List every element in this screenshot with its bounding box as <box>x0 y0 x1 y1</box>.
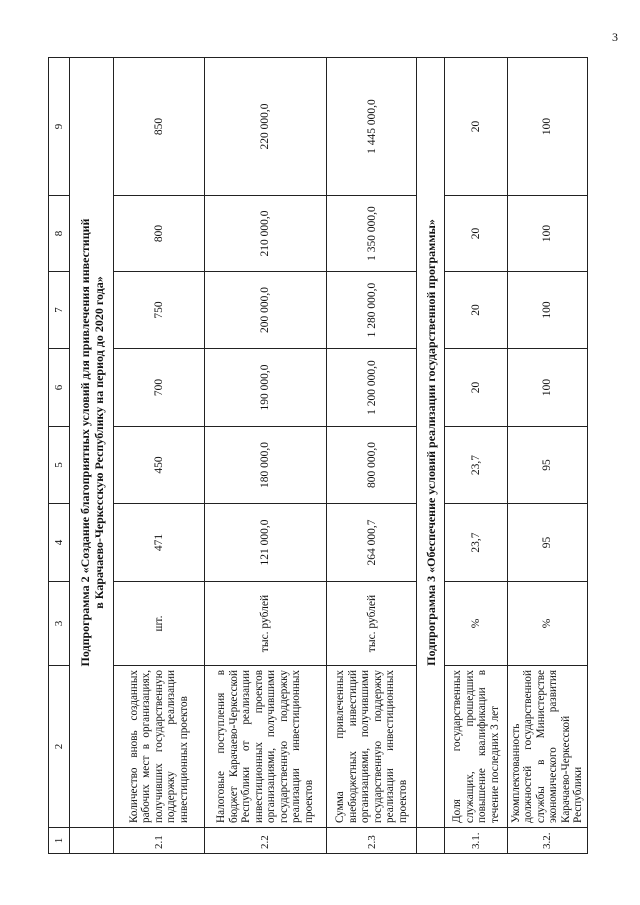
subprogram-3-title-row <box>417 58 445 854</box>
header-col-5: 5 <box>49 427 70 504</box>
empty-cell <box>417 828 445 854</box>
header-row <box>49 58 70 854</box>
indicator-name: Налоговые поступления в бюджет Карачаево-Черкесской Республики от реализации инвестиционных проектов организациями, получившими государственную поддержку реализации инвестиционных проектов <box>204 666 326 828</box>
value-col-8: 1 350 000,0 <box>327 196 417 272</box>
header-col-3: 3 <box>49 582 70 666</box>
page-number: 3 <box>612 30 618 44</box>
subprogram-2-title-row <box>70 58 114 854</box>
value-col-4: 471 <box>114 504 204 582</box>
value-col-4: 23,7 <box>445 504 507 582</box>
unit: шт. <box>114 582 204 666</box>
value-col-8: 210 000,0 <box>204 196 326 272</box>
value-col-9: 850 <box>114 58 204 196</box>
empty-cell <box>70 828 114 854</box>
unit: % <box>507 582 587 666</box>
table-row <box>445 58 507 854</box>
value-col-5: 23,7 <box>445 427 507 504</box>
unit: тыс. рублей <box>204 582 326 666</box>
value-col-9: 1 445 000,0 <box>327 58 417 196</box>
indicator-name: Сумма привлеченных внебюджетных инвестиций организациями, получившими государственную поддержку реализации инвестиционных проектов <box>327 666 417 828</box>
value-col-7: 100 <box>507 272 587 349</box>
row-number: 2.1 <box>114 828 204 854</box>
subprogram-2-title <box>70 58 114 828</box>
value-col-8: 20 <box>445 196 507 272</box>
indicator-name: Доля государственных служащих, прошедших повышение квалификации в течение последних 3 лет <box>445 666 507 828</box>
header-col-9: 9 <box>49 58 70 196</box>
value-col-6: 700 <box>114 349 204 427</box>
header-col-1: 1 <box>49 828 70 854</box>
value-col-6: 190 000,0 <box>204 349 326 427</box>
value-col-9: 220 000,0 <box>204 58 326 196</box>
indicators-table <box>48 57 588 854</box>
subprogram-3-title <box>417 58 445 828</box>
value-col-7: 20 <box>445 272 507 349</box>
value-col-5: 180 000,0 <box>204 427 326 504</box>
subprogram-3-title-line1: Подпрограмма 3 «Обеспечение условий реализации государственной программы» <box>423 219 438 666</box>
value-col-5: 450 <box>114 427 204 504</box>
header-col-7: 7 <box>49 272 70 349</box>
row-number: 3.2. <box>507 828 587 854</box>
value-col-9: 20 <box>445 58 507 196</box>
value-col-9: 100 <box>507 58 587 196</box>
table-row <box>114 58 204 854</box>
value-col-4: 95 <box>507 504 587 582</box>
indicator-name: Укомплектованность должностей государственной службы в Министерстве экономического развития Карачаево-Черкесской Республики <box>507 666 587 828</box>
row-number: 2.2 <box>204 828 326 854</box>
table-row <box>327 58 417 854</box>
unit: тыс. рублей <box>327 582 417 666</box>
rotated-table-wrapper <box>48 58 588 854</box>
table-row <box>507 58 587 854</box>
value-col-6: 100 <box>507 349 587 427</box>
value-col-8: 800 <box>114 196 204 272</box>
indicator-name: Количество вновь созданных рабочих мест в организациях, получивших государственную поддержку реализации инвестиционных проектов <box>114 666 204 828</box>
value-col-7: 1 280 000,0 <box>327 272 417 349</box>
value-col-8: 100 <box>507 196 587 272</box>
value-col-7: 750 <box>114 272 204 349</box>
row-number: 2.3 <box>327 828 417 854</box>
subprogram-2-title-line2: в Карачаево-Черкесскую Республику на период до 2020 года» <box>91 276 106 609</box>
value-col-4: 264 000,7 <box>327 504 417 582</box>
unit: % <box>445 582 507 666</box>
value-col-4: 121 000,0 <box>204 504 326 582</box>
table-row <box>204 58 326 854</box>
subprogram-2-title-line1: Подпрограмма 2 «Создание благоприятных условий для привлечения инвестиций <box>77 218 92 667</box>
value-col-5: 95 <box>507 427 587 504</box>
row-number: 3.1. <box>445 828 507 854</box>
header-col-2: 2 <box>49 666 70 828</box>
value-col-6: 1 200 000,0 <box>327 349 417 427</box>
header-col-8: 8 <box>49 196 70 272</box>
header-col-4: 4 <box>49 504 70 582</box>
value-col-5: 800 000,0 <box>327 427 417 504</box>
value-col-6: 20 <box>445 349 507 427</box>
value-col-7: 200 000,0 <box>204 272 326 349</box>
header-col-6: 6 <box>49 349 70 427</box>
